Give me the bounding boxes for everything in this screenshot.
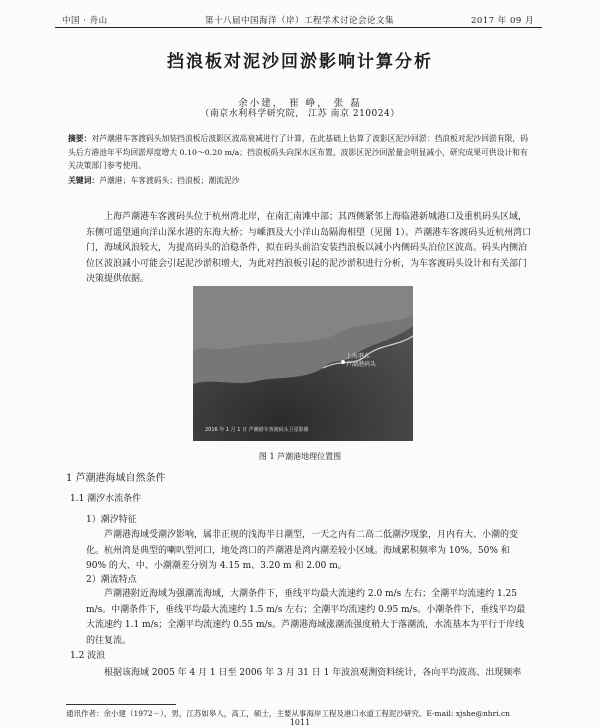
- authors: 余小建， 崔 峥， 张 磊: [238, 98, 362, 109]
- figure-caption: 图 1 芦潮港地理位置图: [258, 452, 342, 461]
- current-paragraph: 芦潮港附近海域为强潮流海域，大潮条件下，垂线平均最大流速约 2.0 m/s 左右；全潮平均流速约 1.25 m/s。中潮条件下，垂线平均最大流速约 1.5 m/s 左右；全潮平均流速约 0.95 m/s。小潮条件下，垂线平均最大流速约 1.1 m/s；全潮平均流速约 0.55 m/s。芦潮港海域涨潮流强度稍大于落潮流，水流基本为平行于岸线的往复流。: [86, 589, 526, 646]
- port-marker: [341, 360, 345, 364]
- keywords-text: 芦潮港；车客渡码头；挡浪板；潮流泥沙: [99, 176, 240, 185]
- header-location: 中国 · 舟山: [62, 16, 108, 26]
- header-rule: [55, 27, 542, 28]
- keywords: [68, 175, 532, 186]
- intro-paragraph: 上海芦潮港车客渡码头位于杭州湾北岸，在南汇南滩中部；其西侧紧邻上海临港新城港口及重机码头区域，东侧可遥望通向洋山深水港的东海大桥；与嵊泗及大小洋山岛隔海相望（见图 1）。芦潮港车客渡码头近杭州湾口门，海域风浪较大，为提高码头的泊稳条件，拟在码头前沿安装挡浪板以减小内侧码头泊位区波高。码头内侧泊位区波浪减小可能会引起泥沙淤积增大，为此对挡浪板引起的泥沙淤积进行分析，为车客渡码头设计和有关部门决策提供依据。: [86, 212, 532, 284]
- footnote-rule: [66, 704, 176, 705]
- tide-paragraph: 芦潮港海域受潮汐影响，属非正规的浅海半日潮型，一天之内有二高二低潮汐现象，月内有大、小潮的变化。杭州湾是典型的喇叭型河口，地处湾口的芦潮港是湾内潮差较小区域。海域累积频率为 10%、50% 和 90% 的大、中、小潮潮差分别为 4.15 m、3.20 m 和 2.00 m。: [86, 530, 519, 571]
- satellite-map-figure: [193, 286, 413, 441]
- map-inner-caption: 2016 年 1 月 1 日 芦潮港车客渡码头卫星影像: [205, 427, 309, 433]
- header-date: 2017 年 09 月: [470, 16, 534, 26]
- map-label-port: 芦潮港码头: [346, 361, 377, 368]
- map-label-east: 上海港东: [346, 353, 371, 360]
- paper-title: 挡浪板对泥沙回淤影响计算分析: [167, 52, 433, 72]
- header-proceedings: 第十八届中国海洋（岸）工程学术讨论会论文集: [205, 16, 395, 26]
- abstract-label: 摘要：: [68, 134, 92, 143]
- wave-paragraph: 根据该海域 2005 年 4 月 1 日至 2006 年 3 月 31 日 1 年波浪观测资料统计，各向平均波高、出现频率: [104, 668, 522, 678]
- item-2-heading: 2）潮流特点: [86, 575, 137, 585]
- section-1-1-heading: 1.1 潮汐水流条件: [70, 494, 142, 504]
- section-1-2-heading: 1.2 波浪: [70, 651, 106, 661]
- satellite-map: [193, 286, 413, 441]
- section-1-heading: 1 芦潮港海域自然条件: [66, 473, 166, 484]
- keywords-label: 关键词：: [68, 176, 100, 185]
- affiliation: （南京水利科学研究院， 江苏 南京 210024）: [200, 109, 400, 119]
- item-1-heading: 1）潮汐特征: [86, 515, 137, 525]
- page-number: 1011: [289, 718, 311, 727]
- author-footnote: 通讯作者：余小建（1972－），男，江苏如皋人，高工，硕士，主要从事海岸工程及港口水道工程泥沙研究。E-mail: xjshe@nhri.cn: [66, 709, 511, 718]
- abstract-text: 对芦潮港车客渡码头加装挡浪板后波影区波高衰减进行了计算，在此基础上估算了波影区泥沙回淤：挡浪板对泥沙回淤有限，码头后方港池年平均回淤厚度增大 0.10～0.20 m/a；挡浪板码头向深水区布置，波影区泥沙回淤量会明显减小，研究成果可供设计和有关决策部门参考使用。: [68, 134, 529, 170]
- abstract: [68, 132, 532, 173]
